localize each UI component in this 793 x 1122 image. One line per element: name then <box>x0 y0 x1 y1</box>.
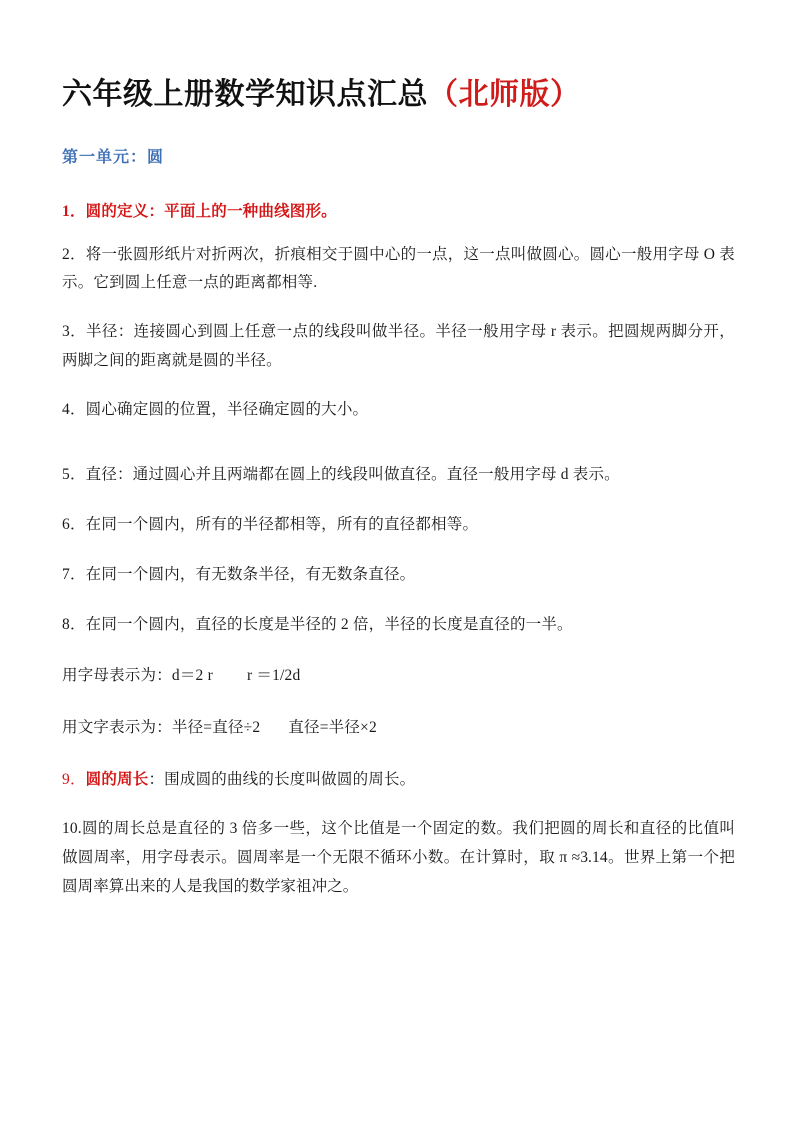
item-5-number: 5． <box>62 465 86 483</box>
formula-words-label: 用文字表示为： <box>62 718 172 736</box>
knowledge-point-10 <box>62 815 735 901</box>
knowledge-point-6 <box>62 510 735 540</box>
item-1-number: 1． <box>62 202 86 220</box>
item-7-number: 7． <box>62 566 86 584</box>
formula-letters-label: 用字母表示为： <box>62 666 172 684</box>
item-4-text: 圆心确定圆的位置，半径确定圆的大小。 <box>85 401 369 419</box>
knowledge-point-3 <box>62 318 735 375</box>
formula-words <box>62 713 735 743</box>
knowledge-point-4 <box>62 395 735 425</box>
item-6-text: 在同一个圆内，所有的半径都相等，所有的直径都相等。 <box>85 515 479 533</box>
knowledge-point-5 <box>62 460 735 490</box>
knowledge-point-7 <box>62 560 735 590</box>
page-title <box>62 76 735 114</box>
item-2-number: 2． <box>62 245 86 263</box>
item-9-label: 圆的周长 <box>85 770 149 788</box>
section-heading: 第一单元：圆 <box>62 146 165 166</box>
formula-letters-expr-2: r ＝1/2d <box>246 666 301 684</box>
formula-letters <box>62 661 735 691</box>
formula-words-expr-2: 直径=半径×2 <box>288 718 377 736</box>
item-4-number: 4． <box>62 401 86 419</box>
page-title-edition: （北师版） <box>428 77 581 112</box>
page-title-main: 六年级上册数学知识点汇总 <box>62 77 428 112</box>
item-5-text: 直径：通过圆心并且两端都在圆上的线段叫做直径。直径一般用字母 d 表示。 <box>85 465 620 483</box>
item-1-label: 圆的定义： <box>85 202 165 220</box>
item-10-number: 10. <box>62 820 82 838</box>
formula-letters-expr-1: d＝2 r <box>171 666 213 684</box>
knowledge-point-8 <box>62 610 735 640</box>
item-3-number: 3． <box>62 323 87 341</box>
formula-words-expr-1: 半径=直径÷2 <box>171 718 261 736</box>
knowledge-point-9 <box>62 765 735 795</box>
item-1-text: 平面上的一种曲线图形。 <box>164 202 337 220</box>
item-9-number: 9． <box>62 770 86 788</box>
item-3-text: 半径：连接圆心到圆上任意一点的线段叫做半径。半径一般用字母 r 表示。把圆规两脚分开，两脚之间的距离就是圆的半径。 <box>62 323 735 369</box>
item-2-text: 将一张圆形纸片对折两次，折痕相交于圆中心的一点，这一点叫做圆心。圆心一般用字母 O 表示。它到圆上任意一点的距离都相等. <box>62 245 735 292</box>
knowledge-point-2 <box>62 241 735 298</box>
item-8-number: 8． <box>62 616 86 634</box>
item-6-number: 6． <box>62 515 86 533</box>
knowledge-point-1 <box>62 197 735 227</box>
item-7-text: 在同一个圆内，有无数条半径，有无数条直径。 <box>85 566 416 584</box>
item-10-text: 圆的周长总是直径的 3 倍多一些，这个比值是一个固定的数。我们把圆的周长和直径的比值叫做圆周率，用字母表示。圆周率是一个无限不循环小数。在计算时，取 π ≈3.14。世界上第一个把圆周率算出来的人是我国的数学家祖冲之。 <box>62 820 735 895</box>
item-8-text: 在同一个圆内，直径的长度是半径的 2 倍，半径的长度是直径的一半。 <box>85 616 573 634</box>
item-9-text: ：围成圆的曲线的长度叫做圆的周长。 <box>148 770 416 788</box>
